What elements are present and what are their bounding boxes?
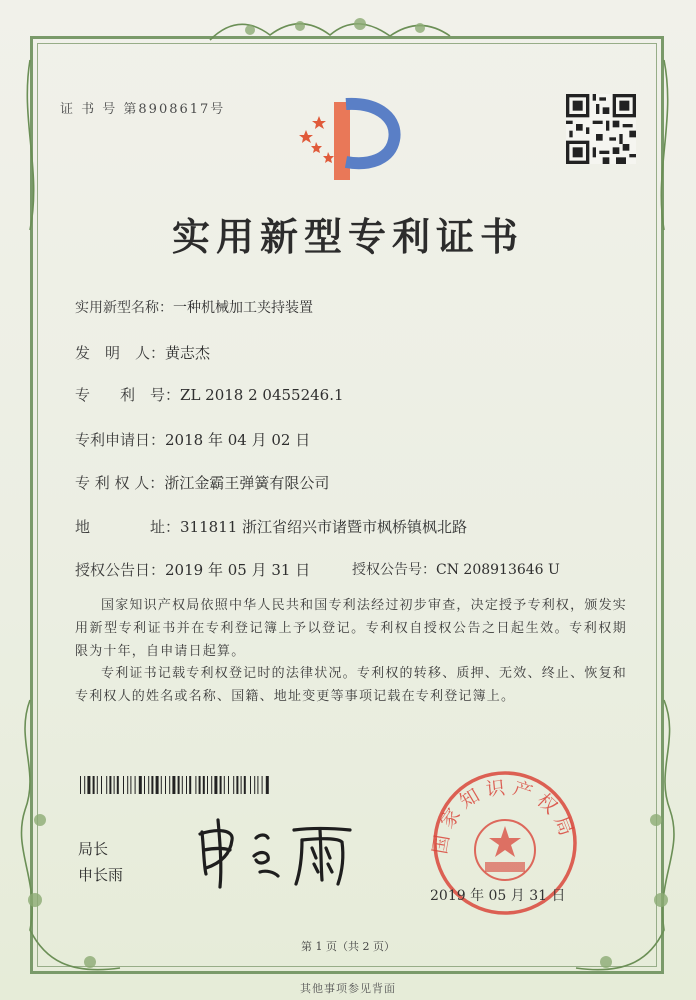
seal-text: 国家知识产权局 bbox=[428, 776, 580, 856]
patent-logo-icon bbox=[294, 92, 404, 187]
inventor-label: 发 明 人： bbox=[75, 344, 166, 362]
inventor-value: 黄志杰 bbox=[165, 344, 211, 362]
address-row bbox=[75, 516, 467, 537]
director-name: 申长雨 bbox=[78, 866, 124, 884]
director-title: 局长 bbox=[78, 840, 109, 858]
barcode bbox=[80, 776, 272, 794]
filing-date-row bbox=[75, 429, 310, 450]
footer-note: 其他事项参见背面 bbox=[300, 982, 396, 995]
filing-date-value: 2018 年 04 月 02 日 bbox=[165, 431, 311, 449]
certificate-title: 实用新型专利证书 bbox=[171, 214, 524, 259]
patentee-row bbox=[75, 472, 329, 493]
address-value: 311811 浙江省绍兴市诸暨市枫桥镇枫北路 bbox=[180, 518, 468, 536]
grant-date-value: 2019 年 05 月 31 日 bbox=[165, 561, 311, 579]
model-name-label: 实用新型名称： bbox=[75, 300, 173, 316]
grant-date-row bbox=[75, 559, 310, 580]
address-label: 地 址： bbox=[75, 518, 181, 536]
patent-no-value: ZL 2018 2 0455246.1 bbox=[180, 386, 344, 404]
patent-no-row bbox=[75, 384, 344, 405]
grant-no-value: CN 208913646 U bbox=[436, 562, 560, 578]
certificate-number: 证 书 号 第8908617号 bbox=[60, 102, 226, 117]
grant-date-label: 授权公告日： bbox=[75, 561, 166, 579]
inventor-row bbox=[75, 342, 210, 363]
model-name-row bbox=[75, 297, 313, 317]
patentee-value: 浙江金霸王弹簧有限公司 bbox=[164, 474, 330, 492]
qr-code bbox=[566, 94, 636, 164]
seal-date: 2019 年 05 月 31 日 bbox=[430, 888, 566, 904]
patentee-label: 专 利 权 人： bbox=[75, 474, 165, 492]
grant-no-row bbox=[352, 559, 560, 579]
model-name-value: 一种机械加工夹持装置 bbox=[173, 300, 313, 316]
page-number: 第 1 页（共 2 页） bbox=[301, 940, 395, 953]
filing-date-label: 专利申请日： bbox=[75, 431, 166, 449]
grant-no-label: 授权公告号： bbox=[352, 562, 436, 578]
director-signature bbox=[190, 812, 360, 892]
certificate-paragraph-1: 国家知识产权局依照中华人民共和国专利法经过初步审查，决定授予专利权，颁发实用新型专利证书并在专利登记簿上予以登记。专利权自授权公告之日起生效。专利权期限为十年，自申请日起算。 bbox=[75, 598, 627, 659]
patent-no-label: 专 利 号： bbox=[75, 386, 181, 404]
certificate-paragraph-2: 专利证书记载专利权登记时的法律状况。专利权的转移、质押、无效、终止、恢复和专利权人的姓名或名称、国籍、地址变更等事项记载在专利登记簿上。 bbox=[75, 666, 627, 704]
